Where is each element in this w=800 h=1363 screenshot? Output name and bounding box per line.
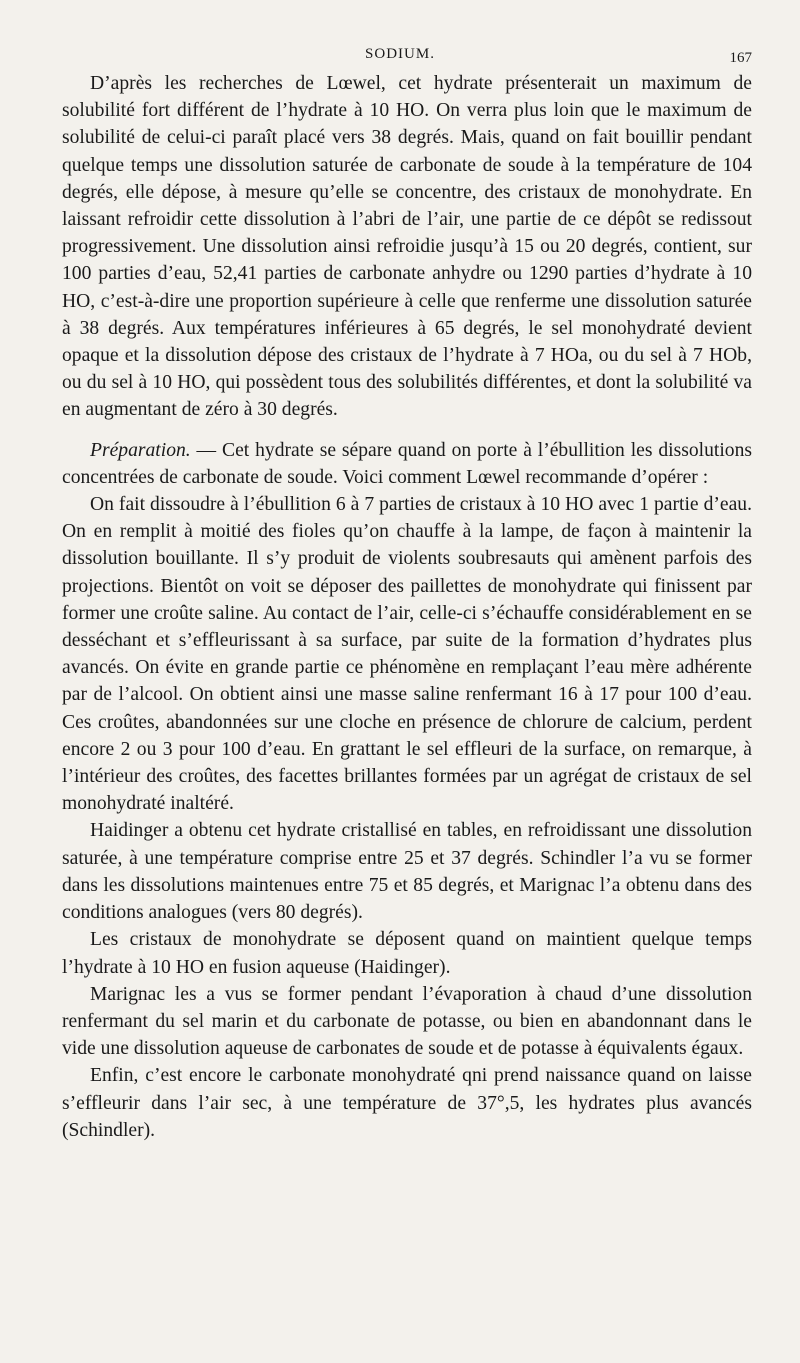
paragraph-text: D’après les recherches de Lœwel, cet hydrate présenterait un maximum de solubilité fort différent de l’hydrate à 10 HO. On verra plus loin que le maximum de solubilité de celui-ci paraît placé vers 38 degrés. Mais, quand on fait bouillir pendant quelque temps une dissolution saturée de carbonate de soude à la température de 104 degrés, elle dépose, à mesure qu’elle se concentre, des cristaux de monohydrate. En laissant refroidir cette dissolution à l’abri de l’air, une partie de ce dépôt se redissout progressivement. Une dissolution ainsi refroidie jusqu’à 15 ou 20 degrés, contient, sur 100 parties d’eau, 52,41 parties de carbonate anhydre ou 1290 parties d’hydrate à 10 HO, c’est-à-dire une proportion supérieure à celle que renferme une dissolution saturée à 38 degrés. Aux températures inférieures à 65 degrés, le sel monohydraté devient opaque et la dissolution dépose des cristaux de l’hydrate à 7 HOa, ou du sel à 7 HOb, ou du sel à 10 HO, qui possèdent tous des solubilités différentes, et dont la solubilité va en augmentant de zéro à 30 degrés. [62,73,752,421]
section-heading-preparation: Préparation. [90,439,191,461]
paragraph-text: Haidinger a obtenu cet hydrate cristallisé en tables, en refroidissant une dissolution saturée, à une température comprise entre 25 et 37 degrés. Schindler l’a vu se former dans les dissolutions maintenues entre 75 et 85 degrés, et Marignac l’a obtenu dans des conditions analogues (vers 80 degrés). [62,820,752,924]
section-gap [62,424,752,437]
paragraph-text: Les cristaux de monohydrate se déposent quand on maintient quelque temps l’hydrate à 10 HO en fusion aqueuse (Haidinger). [62,929,752,978]
paragraph-text: Marignac les a vus se former pendant l’évaporation à chaud d’une dissolution renfermant du sel marin et du carbonate de potasse, ou bien en abandonnant dans le vide une dissolution aqueuse de carbonates de soude et de potasse à équivalents égaux. [62,983,752,1060]
running-title: SODIUM. [365,46,435,62]
paragraph-marignac [62,981,752,1063]
body-text [62,70,752,1144]
paragraph-text: Enfin, c’est encore le carbonate monohydraté qni prend naissance quand on laisse s’effleurir dans l’air sec, à une température de 37°,5, les hydrates plus avancés (Schindler). [62,1065,752,1141]
page-header [0,44,800,70]
paragraph-haidinger [62,817,752,926]
paragraph-schindler [62,1062,752,1144]
paragraph-text: — Cet hydrate se sépare quand on porte à l’ébullition les dissolutions concentrées de carbonate de soude. Voici comment Lœwel recommande d’opérer : [62,439,752,488]
paragraph-loewel-solubility [62,70,752,424]
paragraph-procedure [62,491,752,817]
paragraph-monohydrate-deposit [62,926,752,980]
paragraph-preparation [62,437,752,491]
paragraph-text: On fait dissoudre à l’ébullition 6 à 7 parties de cristaux à 10 HO avec 1 partie d’eau. On en remplit à moitié des fioles qu’on chauffe à la lampe, de façon à maintenir la dissolution bouillante. Il s’y produit de violents soubresauts qui amènent parfois des projections. Bientôt on voit se déposer des paillettes de monohydrate qui finissent par former une croûte saline. Au contact de l’air, celle-ci s’échauffe considérablement en se desséchant et s’effleurissant à sa surface, par suite de la formation d’hydrates plus avancés. On évite en grande partie ce phénomène en remplaçant l’eau mère adhérente par de l’alcool. On obtient ainsi une masse saline renfermant 16 à 17 pour 100 d’eau. Ces croûtes, abandonnées sur une cloche en présence de chlorure de calcium, perdent encore 2 ou 3 pour 100 d’eau. En grattant le sel effleuri de la surface, on remarque, à l’intérieur des croûtes, des facettes brillantes formées par un agrégat de cristaux de sel monohydraté inaltéré. [62,494,752,815]
page-number: 167 [729,50,752,66]
